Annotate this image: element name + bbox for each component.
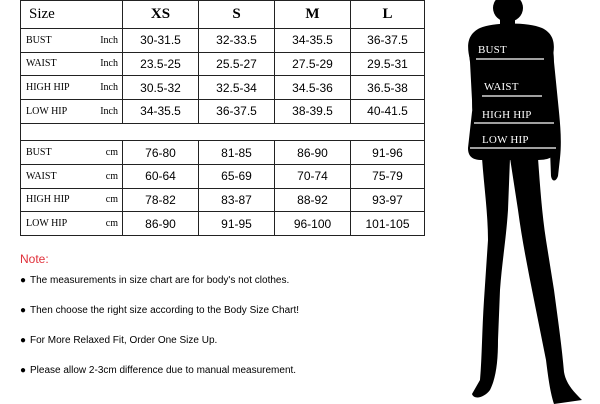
row-label: HIGH HIP cm	[21, 188, 123, 212]
note-item: ● Please allow 2-3cm difference due to manual measurement.	[20, 365, 297, 376]
row-label: LOW HIP cm	[21, 212, 123, 236]
table-cell: 86-90	[275, 141, 351, 165]
row-label: BUST Inch	[21, 28, 123, 52]
silhouette-icon	[436, 0, 600, 404]
table-row-inch-low-hip	[21, 99, 425, 123]
table-row-inch-bust	[21, 28, 425, 52]
table-row-inch-high-hip	[21, 76, 425, 100]
table-cell: 91-95	[199, 212, 275, 236]
header-xs: XS	[123, 1, 199, 29]
table-row-cm-low-hip	[21, 212, 425, 236]
size-chart-table	[20, 0, 425, 236]
figure-label-bust: BUST	[478, 44, 507, 56]
table-cell: 34-35.5	[123, 99, 199, 123]
table-header-row	[21, 1, 425, 29]
table-cell: 36-37.5	[199, 99, 275, 123]
table-cell: 25.5-27	[199, 52, 275, 76]
bullet-icon: ●	[20, 305, 27, 316]
notes-list	[20, 274, 420, 394]
table-cell: 88-92	[275, 188, 351, 212]
header-s: S	[199, 1, 275, 29]
table-cell: 76-80	[123, 141, 199, 165]
figure-label-high-hip: HIGH HIP	[482, 109, 532, 121]
table-cell: 60-64	[123, 164, 199, 188]
row-label: LOW HIP Inch	[21, 99, 123, 123]
table-cell: 81-85	[199, 141, 275, 165]
table-cell: 32-33.5	[199, 28, 275, 52]
table-cell: 40-41.5	[351, 99, 425, 123]
row-label: WAIST cm	[21, 164, 123, 188]
table-cell: 32.5-34	[199, 76, 275, 100]
table-row-cm-high-hip	[21, 188, 425, 212]
notes-title: Note:	[20, 252, 49, 266]
table-cell: 70-74	[275, 164, 351, 188]
body-silhouette-figure	[436, 0, 600, 404]
table-cell: 29.5-31	[351, 52, 425, 76]
header-size: Size	[21, 1, 123, 29]
table-cell: 96-100	[275, 212, 351, 236]
table-cell: 38-39.5	[275, 99, 351, 123]
header-m: M	[275, 1, 351, 29]
notes-section	[20, 252, 420, 394]
note-item: ● Then choose the right size according to the Body Size Chart!	[20, 305, 300, 316]
figure-label-low-hip: LOW HIP	[482, 134, 529, 146]
table-cell: 23.5-25	[123, 52, 199, 76]
table-row-inch-waist	[21, 52, 425, 76]
table-cell: 27.5-29	[275, 52, 351, 76]
table-cell: 101-105	[351, 212, 425, 236]
table-cell: 30.5-32	[123, 76, 199, 100]
note-item: ● The measurements in size chart are for body's not clothes.	[20, 275, 290, 286]
table-cell: 93-97	[351, 188, 425, 212]
table-cell: 34-35.5	[275, 28, 351, 52]
table-cell: 86-90	[123, 212, 199, 236]
table-spacer-row	[21, 123, 425, 141]
table-cell: 83-87	[199, 188, 275, 212]
figure-label-waist: WAIST	[484, 81, 519, 93]
table-cell: 34.5-36	[275, 76, 351, 100]
row-label: WAIST Inch	[21, 52, 123, 76]
header-l: L	[351, 1, 425, 29]
table-cell: 75-79	[351, 164, 425, 188]
table-row-cm-bust	[21, 141, 425, 165]
table-cell: 30-31.5	[123, 28, 199, 52]
row-label: BUST cm	[21, 141, 123, 165]
bullet-icon: ●	[20, 275, 27, 286]
table-cell: 91-96	[351, 141, 425, 165]
table-cell: 36-37.5	[351, 28, 425, 52]
table-cell: 78-82	[123, 188, 199, 212]
table-cell: 65-69	[199, 164, 275, 188]
bullet-icon: ●	[20, 335, 27, 346]
bullet-icon: ●	[20, 365, 27, 376]
row-label: HIGH HIP Inch	[21, 76, 123, 100]
note-item: ● For More Relaxed Fit, Order One Size Up.	[20, 335, 218, 346]
table-row-cm-waist	[21, 164, 425, 188]
table-cell: 36.5-38	[351, 76, 425, 100]
